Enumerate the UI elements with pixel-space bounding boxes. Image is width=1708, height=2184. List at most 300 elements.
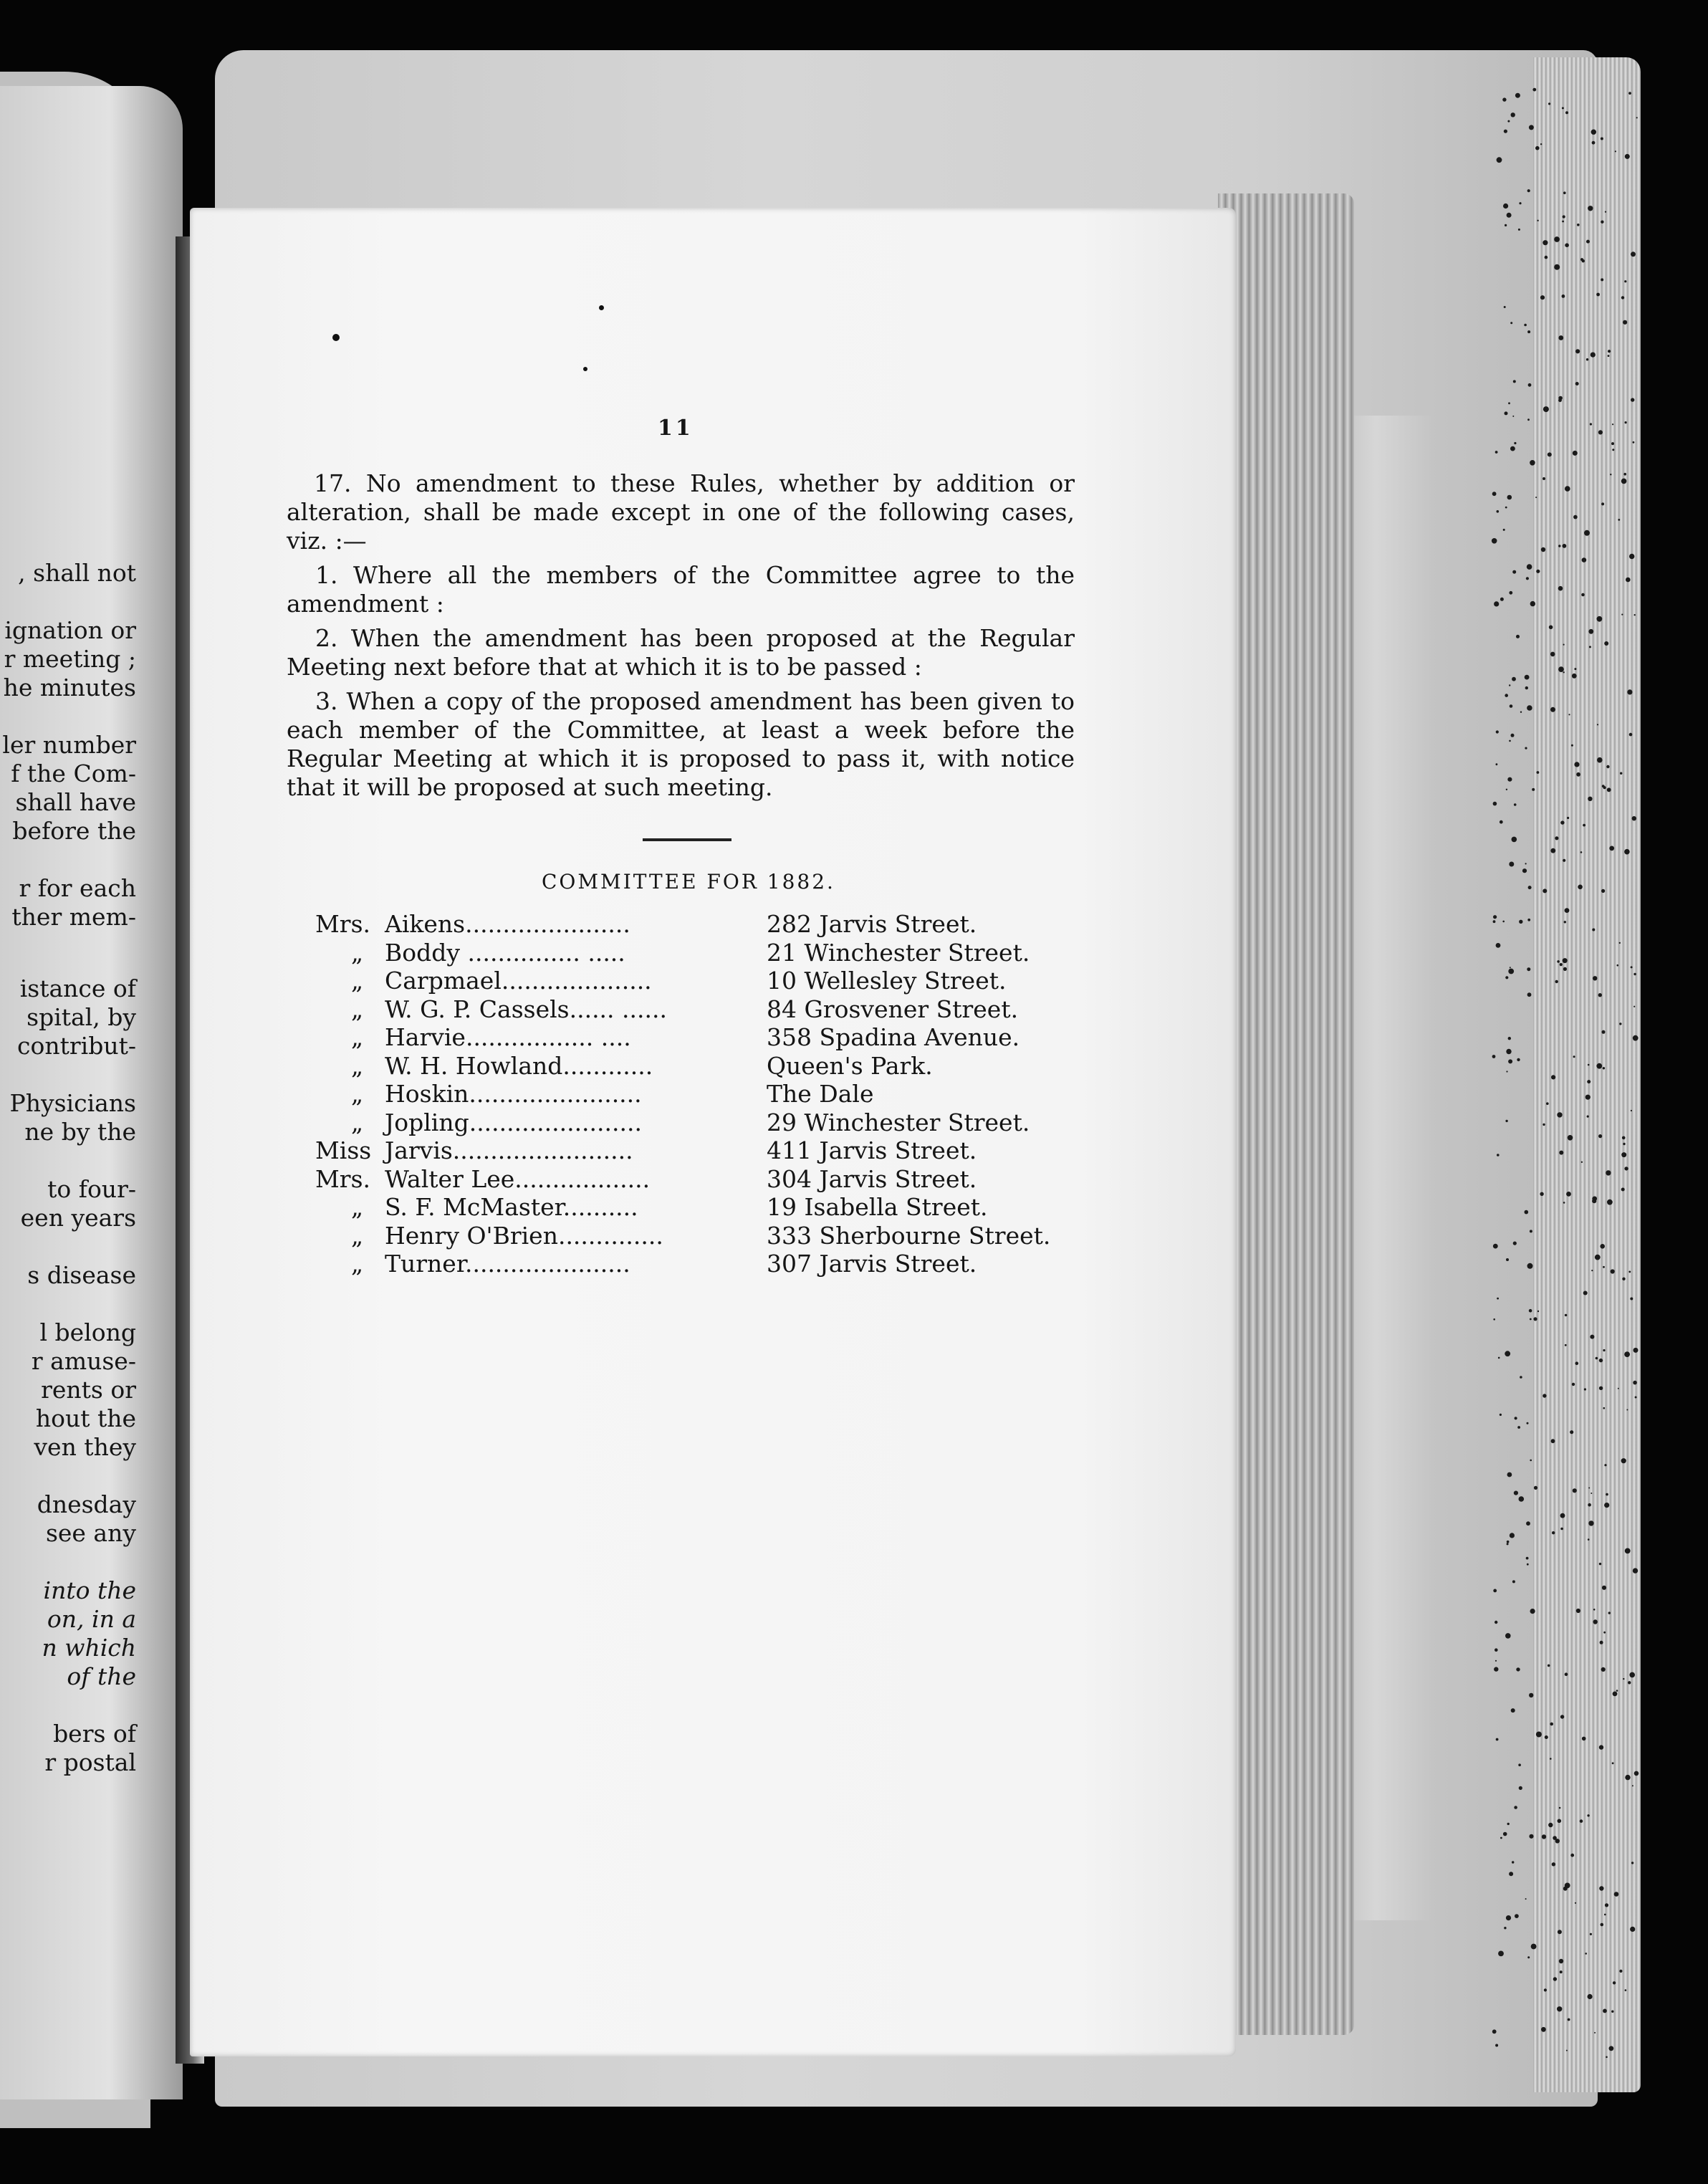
edge-speck [1563,671,1565,673]
edge-speck [1591,130,1596,135]
edge-speck [1619,1022,1621,1025]
edge-speck [1527,1956,1530,1958]
member-title: „ [351,1051,364,1080]
edge-speck [1580,258,1583,261]
edge-speck [1610,474,1611,475]
edge-speck [1636,117,1638,118]
edge-speck [1507,495,1512,500]
edge-speck [1597,757,1603,763]
member-title: „ [351,967,364,995]
edge-speck [1526,1557,1529,1560]
member-name: W. G. P. Cassels...... ...... [385,995,667,1023]
edge-speck [1505,1633,1511,1639]
edge-speck [1623,473,1626,476]
edge-speck [1512,570,1516,574]
edge-speck [1600,1641,1603,1644]
committee-member-row [315,1136,1068,1165]
left-page-line: l belong [39,1318,136,1346]
edge-speck [1516,1667,1520,1671]
edge-speck [1592,141,1596,145]
edge-speck [1527,1422,1529,1424]
edge-speck [1494,1648,1498,1652]
edge-speck [1599,1563,1601,1565]
committee-member-row [315,1023,1068,1052]
edge-speck [1545,1735,1548,1739]
edge-speck [1510,704,1513,708]
edge-speck [1541,2027,1546,2032]
rule-17-case-3: 3. When a copy of the proposed amendment has been given to each member of the Committee, at least a week before the Regular Meeting at which it is proposed to pass it, with notice that it will be proposed at such meeting. [287,687,1075,801]
edge-speck [1593,1619,1598,1624]
member-address: 411 Jarvis Street. [767,1136,977,1164]
edge-speck [1619,942,1621,944]
edge-speck [1633,441,1635,444]
edge-speck [1505,507,1507,509]
edge-speck [1516,635,1520,638]
edge-speck [1546,1102,1549,1105]
edge-speck [1573,451,1578,456]
edge-speck [1585,1953,1587,1955]
left-page-line: to four- [47,1175,136,1203]
edge-speck [1510,1533,1515,1538]
edge-speck [1495,2044,1498,2047]
edge-speck [1506,1071,1507,1072]
edge-speck [1493,915,1497,919]
edge-speck [1506,1915,1511,1920]
edge-speck [1548,452,1552,456]
edge-speck [1573,515,1578,519]
edge-speck [1529,1834,1533,1839]
edge-speck [1603,2009,1607,2013]
edge-speck [1519,1496,1525,1502]
edge-speck [1594,2032,1596,2034]
left-page-line: een years [20,1204,136,1232]
edge-speck [1515,93,1520,98]
edge-speck [1554,236,1560,242]
edge-speck [1593,1609,1596,1611]
edge-speck [1549,626,1553,630]
member-name: Turner...................... [385,1250,630,1278]
edge-speck [1596,293,1600,297]
edge-speck [1525,686,1528,689]
page-number: 11 [658,416,694,441]
edge-speck [1513,380,1516,383]
committee-member-row [315,1165,1068,1194]
edge-speck [1624,280,1626,282]
edge-speck [1532,788,1535,791]
left-page-line: he minutes [3,674,136,701]
edge-speck [1599,1886,1603,1890]
edge-speck [1553,1836,1557,1840]
edge-speck [1563,644,1565,646]
left-page-line: f the Com- [11,760,136,787]
edge-speck [1562,294,1565,298]
edge-speck [1493,1318,1495,1321]
edge-speck [1563,544,1567,548]
edge-speck [1631,966,1633,968]
edge-speck [1611,1269,1615,1273]
edge-speck [1635,1397,1637,1399]
edge-speck [1513,1242,1517,1245]
edge-speck [1500,598,1504,601]
edge-speck [1502,921,1505,923]
edge-speck [1555,980,1558,983]
left-page-line: Physicians [9,1089,136,1117]
edge-speck [1527,418,1530,421]
edge-speck [1498,1951,1504,1957]
edge-speck [1510,967,1511,968]
edge-speck [1512,416,1514,417]
edge-speck [1623,320,1627,325]
edge-speck [1588,1994,1593,1999]
edge-speck [1532,88,1536,92]
edge-speck [1503,529,1505,531]
edge-speck [1604,1464,1606,1466]
edge-speck [1603,1266,1605,1268]
edge-speck [1530,460,1535,466]
left-page-line: see any [45,1519,136,1547]
edge-speck [1507,120,1510,123]
edge-speck [1530,1609,1535,1614]
edge-speck [1543,889,1547,893]
edge-speck [1510,446,1515,451]
edge-speck [1509,862,1514,867]
edge-speck [1507,1823,1510,1825]
edge-speck [1564,921,1566,923]
edge-speck [1615,150,1616,152]
edge-speck [1508,1059,1512,1063]
edge-speck [1612,423,1613,425]
edge-speck [1603,1632,1606,1634]
edge-speck [1526,1521,1530,1526]
left-page-line: ler number [2,731,136,759]
edge-speck [1497,510,1500,513]
left-page-line: dnesday [37,1490,136,1518]
edge-speck [1494,601,1499,606]
edge-speck [1527,1263,1533,1269]
edge-speck [1522,868,1527,873]
member-address: Queen's Park. [767,1051,933,1080]
edge-speck [1604,1914,1606,1916]
edge-speck [1504,306,1506,308]
member-title: „ [351,1080,364,1108]
edge-speck [1567,817,1569,819]
edge-speck [1563,1202,1565,1204]
edge-speck [1555,836,1558,840]
edge-speck [1614,1892,1619,1897]
edge-speck [1616,1690,1618,1692]
edge-speck [1597,724,1598,725]
edge-speck [1548,102,1550,105]
edge-speck [1623,1678,1624,1680]
edge-speck [1603,1349,1605,1351]
edge-speck [1514,1806,1517,1809]
left-page [0,86,183,2099]
edge-speck [1601,889,1605,893]
edge-speck [1505,411,1508,415]
edge-speck [1575,1361,1579,1365]
edge-speck [1508,402,1510,404]
edge-speck [1492,2029,1497,2034]
edge-speck [1505,224,1507,226]
edge-speck [1598,993,1602,997]
edge-speck [1625,421,1627,423]
edge-speck [1511,1708,1515,1713]
edge-speck [1541,547,1545,552]
committee-heading: COMMITTEE FOR 1882. [542,870,835,894]
edge-speck [1601,1923,1604,1927]
edge-speck [1537,771,1540,774]
member-name: Henry O'Brien.............. [385,1221,663,1250]
committee-member-row [315,967,1068,995]
committee-member-row [315,910,1068,939]
left-page-line: r for each [19,874,136,902]
left-page-line: before the [12,817,136,845]
edge-speck [1633,1035,1639,1041]
committee-member-row [315,1222,1068,1250]
edge-speck [1628,1271,1631,1273]
rule-17-case-2: 2. When the amendment has been proposed at the Regular Meeting next before that at which it is to be passed : [287,624,1075,681]
edge-speck [1504,1927,1506,1929]
edge-speck [1517,1426,1520,1429]
left-page-line: r meeting ; [4,645,136,673]
edge-speck [1600,1244,1605,1249]
edge-speck [1558,335,1563,340]
committee-member-row [315,1108,1068,1137]
committee-member-row [315,995,1068,1024]
member-name: Aikens...................... [385,910,630,938]
edge-speck [1583,824,1585,827]
member-title: Mrs. [315,910,370,938]
edge-speck [1557,1112,1562,1117]
edge-speck [1502,97,1506,101]
edge-speck [1512,1580,1515,1583]
edge-speck [1519,920,1522,924]
edge-speck [1548,1665,1550,1667]
edge-speck [1498,1357,1500,1359]
edge-speck [1550,1723,1553,1726]
member-address: The Dale [767,1080,874,1108]
edge-speck [1509,684,1510,686]
edge-speck [1530,1318,1532,1321]
edge-speck [1584,530,1590,536]
edge-speck [1536,1732,1542,1738]
edge-speck [1562,107,1564,109]
edge-speck [1537,1311,1539,1312]
edge-speck [1617,964,1619,967]
edge-speck [1558,1819,1562,1824]
member-title: „ [351,1108,364,1136]
edge-speck [1534,1486,1537,1490]
edge-speck [1544,1988,1547,1991]
edge-speck [1531,1944,1537,1950]
left-page-line: rents or [41,1376,136,1404]
member-name: Jopling....................... [385,1108,642,1136]
edge-speck [1633,1348,1639,1353]
edge-speck [1621,479,1627,484]
left-page-line: hout the [35,1404,136,1432]
edge-speck [1514,803,1517,806]
edge-speck [1515,1914,1519,1918]
edge-speck [1525,1898,1527,1900]
edge-speck [1563,215,1565,218]
edge-speck [1607,1199,1613,1205]
member-address: 333 Sherbourne Street. [767,1221,1051,1250]
edge-speck [1568,2018,1570,2021]
edge-speck [1526,577,1529,580]
edge-speck [1495,451,1498,454]
edge-speck [1601,138,1603,140]
edge-speck [1604,641,1608,646]
edge-speck [1576,1609,1580,1613]
edge-speck [1631,252,1636,257]
member-title: Miss [315,1136,372,1164]
edge-speck [1603,1067,1605,1069]
edge-speck [1629,1672,1635,1678]
edge-speck [1560,820,1564,824]
edge-speck [1588,797,1592,801]
speck [332,334,340,341]
edge-speck [1586,358,1588,360]
edge-speck [1599,1386,1603,1390]
edge-speck [1508,969,1514,974]
member-name: Harvie................. .... [385,1023,631,1051]
edge-speck [1505,1351,1510,1356]
edge-speck [1597,616,1603,622]
member-name: S. F. McMaster.......... [385,1193,638,1221]
edge-speck [1599,1745,1603,1749]
edge-speck [1580,851,1583,853]
edge-speck [1497,157,1502,163]
edge-speck [1632,1785,1633,1786]
edge-speck [1518,229,1520,231]
edge-speck [1527,330,1530,333]
edge-speck [1585,1095,1591,1100]
left-page-line: ven they [34,1433,136,1461]
edge-speck [1494,1621,1497,1624]
edge-speck [1553,1977,1557,1981]
edge-speck [1496,1738,1499,1741]
edge-speck [1565,908,1570,913]
edge-speck [1601,278,1603,281]
left-page-line: r postal [44,1748,136,1776]
committee-member-row [315,1250,1068,1278]
member-address: 307 Jarvis Street. [767,1250,977,1278]
edge-speck [1634,1771,1639,1776]
edge-speck [1588,1538,1590,1541]
edge-speck [1505,1120,1507,1122]
edge-speck [1566,1192,1571,1197]
edge-speck [1582,1737,1586,1741]
edge-speck [1551,1439,1555,1443]
edge-speck [1493,802,1497,806]
edge-speck [1576,772,1580,777]
edge-speck [1582,557,1587,562]
edge-speck [1584,1388,1586,1390]
speck [583,367,587,371]
edge-speck [1542,1834,1546,1839]
edge-speck [1599,1359,1603,1362]
edge-speck [1629,554,1634,559]
edge-speck [1587,1814,1589,1816]
edge-speck [1613,1692,1618,1697]
edge-speck [1587,1080,1591,1083]
edge-speck [1565,1314,1567,1316]
edge-speck [1536,570,1540,573]
edge-speck [1509,1872,1513,1876]
edge-speck [1525,1210,1529,1215]
edge-speck [1500,820,1503,824]
edge-speck [1519,202,1521,204]
edge-speck [1506,1049,1511,1054]
edge-speck [1565,243,1569,247]
edge-speck [1590,1335,1594,1339]
edge-speck [1606,2056,1608,2059]
edge-speck [1527,705,1532,711]
edge-speck [1492,1055,1496,1058]
member-name: Walter Lee.................. [385,1164,651,1193]
edge-speck [1527,564,1532,570]
edge-speck [1612,449,1614,451]
member-name: Jarvis........................ [385,1136,633,1164]
edge-speck [1493,1244,1498,1249]
edge-speck [1507,777,1512,782]
edge-speck [1601,221,1603,224]
edge-speck [1558,545,1560,547]
edge-speck [1581,1162,1583,1163]
edge-speck [1623,1143,1625,1145]
member-name: Boddy ............... ..... [385,938,625,967]
edge-speck [1624,1351,1630,1357]
member-address: 10 Wellesley Street. [767,967,1007,995]
edge-speck [1634,614,1636,616]
edge-speck [1525,675,1530,680]
edge-speck [1630,1298,1633,1301]
edge-speck [1586,240,1590,244]
edge-speck [1583,1291,1588,1295]
left-page-line: contribut- [17,1032,136,1060]
edge-speck [1598,1134,1602,1138]
edge-speck [1511,112,1515,117]
edge-speck [1509,591,1512,595]
edge-speck [1537,220,1538,221]
edge-speck [1527,1563,1529,1566]
edge-speck [1604,1503,1609,1508]
edge-speck [1492,492,1497,496]
left-page-line: r amuse- [31,1347,136,1375]
edge-speck [1606,1493,1608,1496]
edge-speck [1554,264,1560,270]
edge-speck [1587,1116,1589,1118]
member-name: Hoskin....................... [385,1080,642,1108]
edge-speck [1520,1376,1522,1379]
rule-17-intro: 17. No amendment to these Rules, whether by addition or alteration, shall be made except in one of the following cases, viz. :— [287,469,1075,555]
left-page-line: s disease [27,1261,136,1289]
edge-speck [1591,1493,1592,1494]
edge-speck [1563,859,1565,862]
edge-speck [1608,350,1611,353]
edge-speck [1530,1230,1532,1232]
edge-speck [1548,1823,1553,1827]
edge-speck [1565,1672,1568,1676]
edge-speck [1596,1357,1598,1360]
edge-speck [1505,694,1508,697]
rule-17-case-1: 1. Where all the members of the Committee agree to the amendment : [287,561,1075,618]
member-title: „ [351,938,364,967]
edge-speck [1565,1344,1567,1346]
edge-speck [1503,1832,1507,1836]
edge-speck [1565,486,1570,492]
member-title: „ [351,1193,364,1221]
